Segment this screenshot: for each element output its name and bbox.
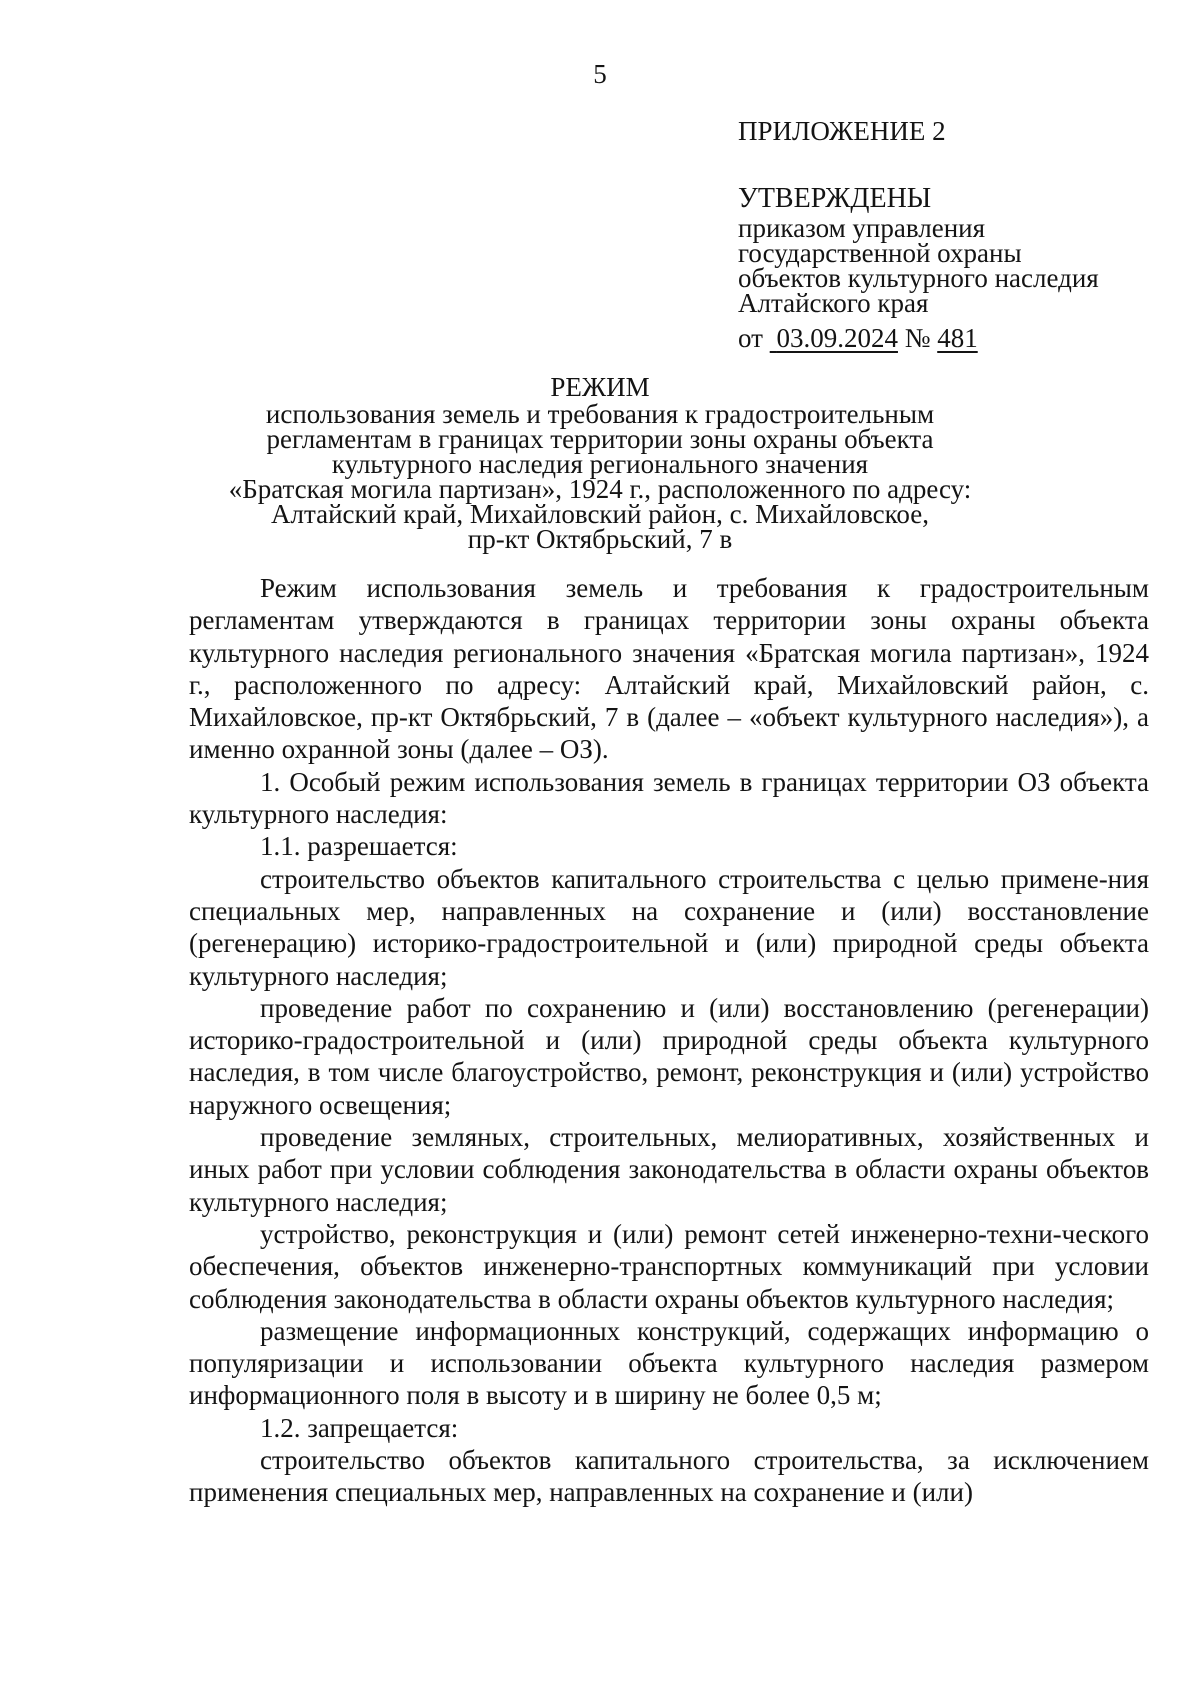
list-item: проведение работ по сохранению и (или) восстановлению (регенерации) историко-градостроительной и (или) природной среды объекта культурного наследия, в том числе благоустройство, ремонт, реконструкция и (или) устройство наружного освещения;	[189, 992, 1149, 1120]
section-heading: 1. Особый режим использования земель в границах территории ОЗ объекта культурного наследия:	[189, 766, 1149, 830]
regime-subtitle-line: культурного наследия регионального значения	[331, 449, 869, 479]
order-reference	[738, 323, 1099, 353]
list-item: размещение информационных конструкций, содержащих информацию о популяризации и использовании объекта культурного наследия размером информационного поля в высоту и в ширину не более 0,5 м;	[189, 1315, 1149, 1411]
regime-title: РЕЖИМ	[550, 372, 650, 402]
approval-title: УТВЕРЖДЕНЫ	[738, 183, 932, 214]
list-item: строительство объектов капитального строительства, за исключением применения специальных мер, направленных на сохранение и (или)	[189, 1445, 1149, 1508]
list-item: строительство объектов капитального строительства с целью примене-ния специальных мер, направленных на сохранение и (или) восстановление (регенерацию) историко-градостроительной и (или) природной среды объекта культурного наследия;	[189, 863, 1149, 991]
subsection-heading: 1.1. разрешается:	[260, 831, 458, 862]
regime-subtitle	[0, 399, 1200, 554]
approval-line: приказом управления	[738, 213, 986, 243]
list-item: устройство, реконструкция и (или) ремонт сетей инженерно-техни-ческого обеспечения, объектов инженерно-транспортных коммуникаций при условии соблюдения законодательства в области охраны объектов культурного наследия;	[189, 1218, 1149, 1314]
subsection-heading: 1.2. запрещается:	[260, 1412, 459, 1443]
regime-subtitle-line: Алтайский край, Михайловский район, с. Михайловское,	[271, 499, 929, 529]
document-body	[189, 572, 1149, 1509]
regime-subtitle-line: пр-кт Октябрьский, 7 в	[467, 524, 733, 554]
approval-line: государственной охраны	[738, 238, 1022, 268]
list-item: проведение земляных, строительных, мелиоративных, хозяйственных и иных работ при условии соблюдения законодательства в области охраны объектов культурного наследия;	[189, 1122, 1149, 1217]
appendix-label: ПРИЛОЖЕНИЕ 2	[738, 116, 946, 146]
regime-subtitle-line: регламентам в границах территории зоны охраны объекта	[266, 424, 934, 454]
order-number: 481	[937, 323, 978, 353]
approval-block	[738, 182, 1099, 351]
regime-subtitle-line: использования земель и требования к градостроительным	[265, 399, 935, 429]
approval-line: объектов культурного наследия	[738, 263, 1099, 293]
approval-line: Алтайского края	[738, 288, 929, 318]
page-number: 5	[593, 59, 607, 89]
order-number-sign: №	[904, 323, 931, 353]
order-prefix: от	[738, 323, 763, 353]
order-date: 03.09.2024	[776, 323, 898, 353]
intro-paragraph: Режим использования земель и требования к градостроительным регламентам утверждаются в границах территории зоны охраны объекта культурного наследия регионального значения «Братская могила партизан», 1924 г., расположенного по адресу: Алтайский край, Михайловский район, с. Михайловское, пр-кт Октябрьский, 7 в (далее – «объект культурного наследия»), а именно охранной зоны (далее – ОЗ).	[189, 573, 1149, 765]
regime-subtitle-line: «Братская могила партизан», 1924 г., расположенного по адресу:	[228, 474, 972, 504]
